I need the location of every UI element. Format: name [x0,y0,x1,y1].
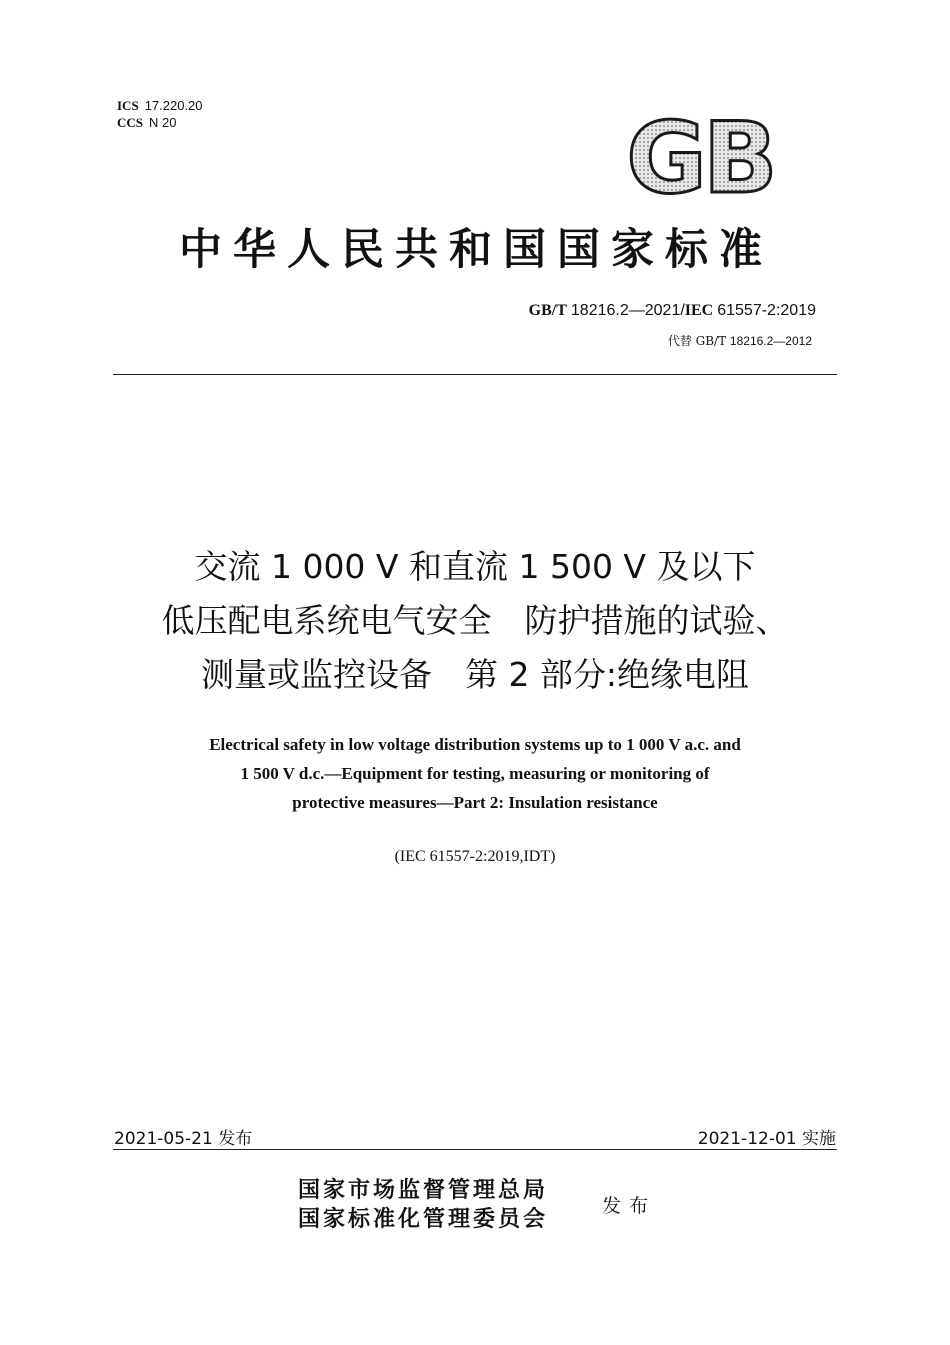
ics-code: ICS 17.220.20 [117,98,203,113]
issuer-samr: 国家市场监督管理总局 [298,1177,549,1203]
english-title-line: protective measures—Part 2: Insulation resistance [292,793,658,812]
gb-logo-text: GB [626,112,774,204]
english-title-line: 1 500 V d.c.—Equipment for testing, measuring or monitoring of [240,764,710,783]
standard-number: GB/T 18216.2—2021/IEC 61557-2:2019 [528,302,816,319]
issuing-authorities [298,1176,548,1234]
issue-date: 2021-05-21 发布 [114,1129,253,1149]
chinese-title-line: 交流 1 000 V 和直流 1 500 V 及以下 [194,547,756,586]
replaces-note: 代替 GB/T 18216.2—2012 [667,334,812,348]
english-title [100,730,850,817]
footer-rule [113,1149,837,1150]
chinese-title [60,540,890,702]
english-title-line: Electrical safety in low voltage distribution systems up to 1 000 V a.c. and [209,735,741,754]
ccs-code: CCS N 20 [117,115,177,130]
chinese-title-line: 测量或监控设备 第 2 部分:绝缘电阻 [200,655,750,694]
gb-logo [610,112,790,204]
org-title: 中华人民共和国国家标准 [179,225,773,275]
classification-codes [117,97,203,131]
publish-label: 发布 [602,1195,657,1217]
issuer-sac: 国家标准化管理委员会 [298,1206,549,1232]
chinese-title-line: 低压配电系统电气安全 防护措施的试验、 [161,601,789,640]
implementation-date: 2021-12-01 实施 [697,1129,836,1149]
header-rule [113,374,837,375]
equivalence-note: (IEC 61557-2:2019,IDT) [394,848,556,865]
